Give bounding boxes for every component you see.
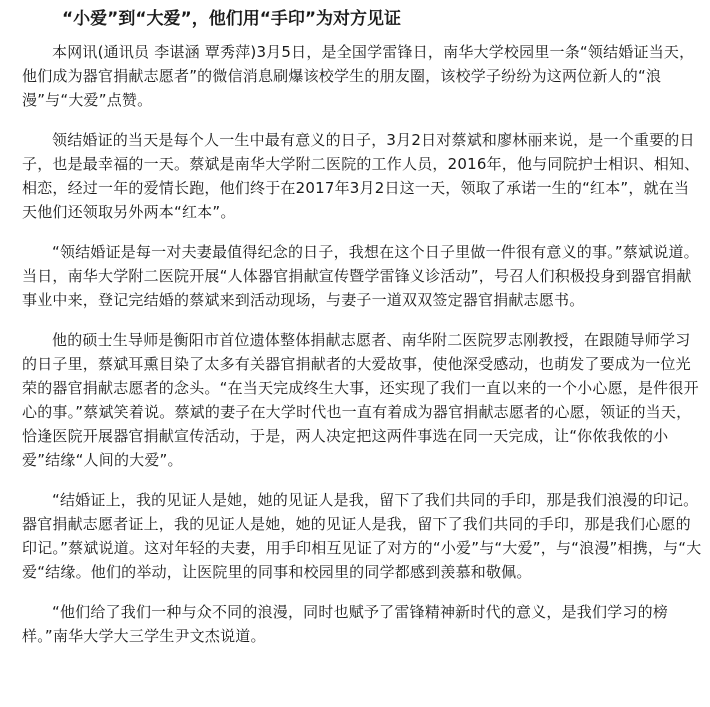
article-title: “小爱”到“大爱”，他们用“手印”为对方见证 (62, 9, 402, 29)
article-paragraph-3: “领结婚证是每一对夫妻最值得纪念的日子，我想在这个日子里做一件很有意义的事。”蔡斌说道。当日，南华大学附二医院开展“人体器官捐献宣传暨学雷锋义诊活动”，号召人们积极投身到器官捐献事业中来，登记完结婚的蔡斌来到活动现场，与妻子一道双双签定器官捐献志愿书。 (22, 243, 699, 309)
article-paragraph-6: “他们给了我们一种与众不同的浪漫，同时也赋予了雷锋精神新时代的意义，是我们学习的榜样。”南华大学大三学生尹文杰说道。 (22, 603, 668, 645)
article-paragraph-4: 他的硕士生导师是衡阳市首位遗体整体捐献志愿者、南华附二医院罗志刚教授，在跟随导师学习的日子里，蔡斌耳熏目染了太多有关器官捐献者的大爱故事，使他深受感动，也萌发了要成为一位光荣的器官捐献志愿者的念头。“在当天完成终生大事，还实现了我们一直以来的一个小心愿，是件很开心的事。”蔡斌笑着说。蔡斌的妻子在大学时代也一直有着成为器官捐献志愿者的心愿，领证的当天，恰逢医院开展器官捐献宣传活动，于是，两人决定把这两件事选在同一天完成，让“你侬我侬的小爱”结缘“人间的大爱”。 (22, 331, 699, 469)
article-paragraph-2: 领结婚证的当天是每个人一生中最有意义的日子，3月2日对蔡斌和廖林丽来说，是一个重要的日子，也是最幸福的一天。蔡斌是南华大学附二医院的工作人员，2016年，他与同院护士相识、相知、相恋，经过一年的爱情长跑，他们终于在2017年3月2日这一天，领取了承诺一生的“红本”，就在当天他们还领取另外两本“红本”。 (22, 131, 700, 221)
article-paragraph-1: 本网讯(通讯员 李谌涵 覃秀萍)3月5日，是全国学雷锋日，南华大学校园里一条“领结婚证当天，他们成为器官捐献志愿者”的微信消息刷爆该校学生的朋友圈，该校学子纷纷为这两位新人的“浪漫”与“大爱”点赞。 (22, 43, 695, 109)
article-paragraph-5: “结婚证上，我的见证人是她，她的见证人是我，留下了我们共同的手印，那是我们浪漫的印记。器官捐献志愿者证上，我的见证人是她，她的见证人是我，留下了我们共同的手印，那是我们心愿的印记。”蔡斌说道。这对年轻的夫妻，用手印相互见证了对方的“小爱”与“大爱”，与“浪漫”相携，与“大爱“结缘。他们的举动，让医院里的同事和校园里的同学都感到羡慕和敬佩。 (22, 491, 702, 581)
